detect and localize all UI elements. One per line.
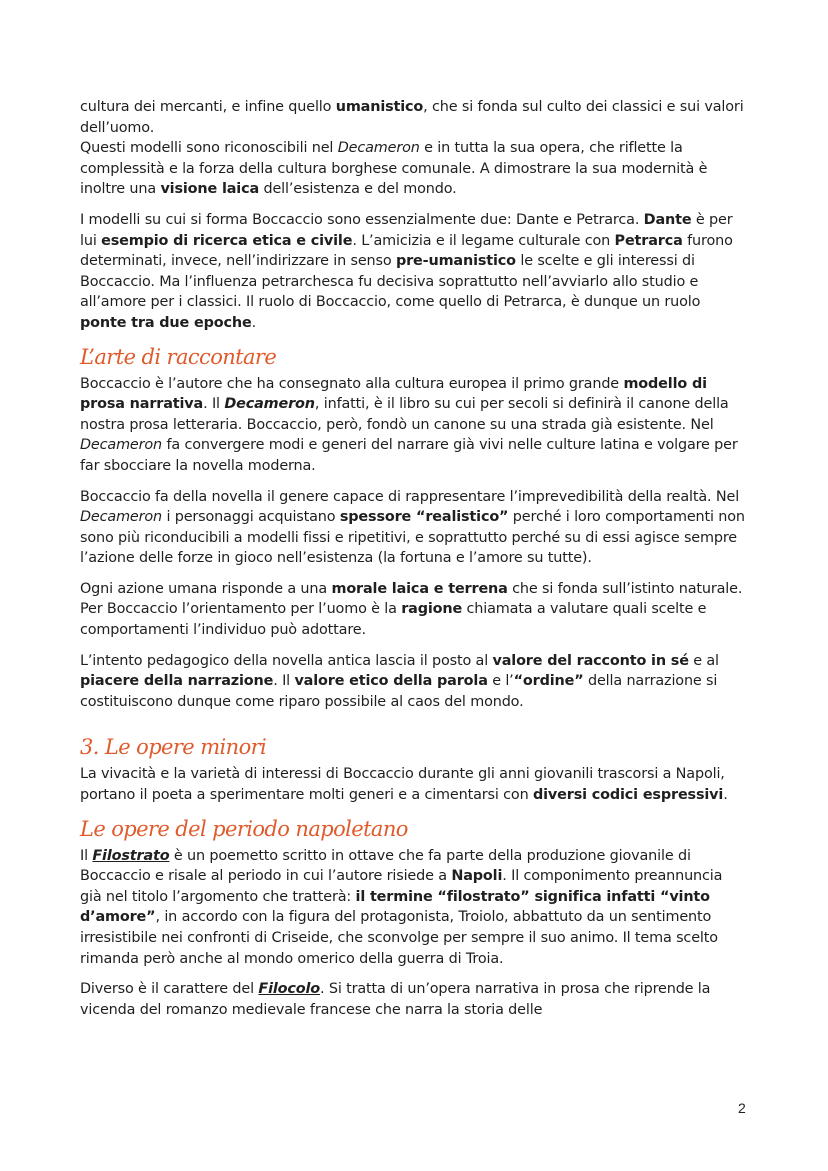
text-run: è un poemetto scritto in ottave che fa parte della produzione giovanile di Boccaccio e risale al periodo in cui l’autore risiede a [80, 847, 691, 885]
text-run: Filocolo [258, 981, 321, 998]
text-run: Decameron [337, 140, 420, 157]
text-run: modello di prosa narrativa [80, 375, 707, 413]
text-run: e al [688, 652, 719, 669]
paragraph [80, 979, 748, 1020]
text-run: Petrarca [614, 232, 683, 249]
text-run: Boccaccio è l’autore che ha consegnato alla cultura europea il primo grande [80, 375, 624, 392]
text-run: Decameron [80, 509, 163, 526]
paragraph [80, 374, 748, 477]
text-run: cultura dei mercanti, e infine quello [80, 99, 336, 115]
text-run: è per lui [80, 211, 733, 249]
text-run: della narrazione si costituiscono dunque come riparo possibile al caos del mondo. [80, 673, 718, 710]
text-run: . Il [273, 673, 295, 690]
text-run: spessore “realistico” [339, 509, 509, 526]
text-run: . Si tratta di un’opera narrativa in prosa che riprende la vicenda del romanzo medievale francese che narra la storia delle [80, 981, 711, 1018]
text-run: valore etico della parola [294, 673, 488, 690]
paragraph [80, 97, 748, 138]
text-run: visione laica [160, 181, 260, 198]
text-run: Ogni azione umana risponde a una [80, 580, 332, 597]
paragraph [80, 210, 748, 334]
text-run: Diverso è il carattere del [80, 981, 259, 998]
text-run: pre-umanistico [395, 253, 516, 270]
section-heading: Le opere del periodo napoletano [80, 816, 408, 841]
paragraph [80, 651, 748, 713]
text-run: , infatti, è il libro su cui per secoli si definirà il canone della nostra prosa letteraria. Boccaccio, però, fondò un canone su una strada già esistente. Nel [80, 396, 729, 433]
text-run: L’intento pedagogico della novella antica lascia il posto al [80, 652, 493, 669]
text-run: Decameron [80, 437, 163, 454]
text-run: perché i loro comportamenti non sono più riconducibili a modelli fissi e ripetitivi, e soprattutto perché su di essi agisce sempre l’azione delle forze in gioco nell’esistenza (la fortuna e l’amore su tutte). [80, 509, 745, 567]
text-run: Questi modelli sono riconoscibili nel [80, 140, 338, 157]
text-run: i personaggi acquistano [162, 509, 340, 526]
text-run: ragione [401, 601, 463, 618]
page-number: 2 [738, 1100, 746, 1116]
paragraph [80, 846, 748, 970]
paragraph [80, 487, 748, 569]
text-run: esempio di ricerca etica e civile [101, 232, 353, 249]
text-run: Dante [643, 211, 692, 228]
text-run: le scelte e gli interessi di Boccaccio. Ma l’influenza petrarchesca fu decisiva soprattutto nell’avviarlo allo studio e all’amore per i classici. Il ruolo di Boccaccio, come quello di Petrarca, è dunque un ruolo [80, 253, 701, 311]
text-run: , in accordo con la figura del protagonista, Troiolo, abbattuto da un sentimento irresistibile nei confronti di Criseide, che sconvolge per sempre il suo animo. Il tema scelto rimanda però anche al mondo omerico della guerra di Troia. [80, 909, 718, 967]
text-run: che si fonda sull’istinto naturale. Per Boccaccio l’orientamento per l’uomo è la [80, 580, 743, 618]
text-run: Il [80, 847, 93, 864]
text-run: La vivacità e la varietà di interessi di Boccaccio durante gli anni giovanili trascorsi a Napoli, portano il poeta a sperimentare molti generi e a cimentarsi con [80, 766, 725, 804]
text-run: furono determinati, invece, nell’indirizzare in senso [80, 232, 733, 270]
text-run: . L’amicizia e il legame culturale con [352, 232, 615, 249]
text-run: “ordine” [513, 673, 584, 690]
text-run: piacere della narrazione [80, 673, 274, 690]
page-content [80, 97, 748, 1030]
text-run: . [251, 314, 257, 331]
text-run: I modelli su cui si forma Boccaccio sono essenzialmente due: Dante e Petrarca. [80, 211, 644, 228]
text-run: e in tutta la sua opera, che riflette la complessità e la forza della cultura borghese comunale. A dimostrare la sua modernità è inoltre una [80, 140, 708, 198]
paragraph [80, 138, 748, 200]
text-run: Napoli [451, 868, 503, 885]
text-run: , che si fonda sul culto dei classici e sui valori dell’uomo. [80, 99, 744, 136]
text-run: . Il componimento preannuncia già nel titolo l’argomento che tratterà: [80, 868, 723, 905]
text-run: dell’esistenza e del mondo. [259, 181, 457, 198]
text-run: il termine “filostrato” significa infatti “vinto d’amore” [80, 888, 710, 926]
section-heading: 3. Le opere minori [80, 735, 267, 760]
text-run: chiamata a valutare quali scelte e comportamenti l’individuo può adottare. [80, 601, 707, 639]
paragraph [80, 764, 748, 805]
text-run: diversi codici espressivi [532, 787, 724, 804]
text-run: ponte tra due epoche [80, 314, 252, 331]
text-run: e l’ [487, 673, 514, 690]
paragraph [80, 579, 748, 641]
text-run: morale laica e terrena [331, 580, 508, 597]
text-run: Decameron [224, 396, 315, 413]
text-run: fa convergere modi e generi del narrare già vivi nelle culture latina e volgare per far sbocciare la novella moderna. [80, 437, 738, 474]
text-run: Boccaccio fa della novella il genere capace di rappresentare l’imprevedibilità della realtà. Nel [80, 488, 740, 505]
text-run: . [723, 787, 728, 804]
text-run: umanistico [335, 99, 424, 115]
section-heading: L’arte di raccontare [80, 344, 277, 369]
text-run: valore del racconto in sé [492, 652, 689, 669]
text-run: . Il [203, 396, 225, 413]
text-run: Filostrato [92, 847, 170, 864]
